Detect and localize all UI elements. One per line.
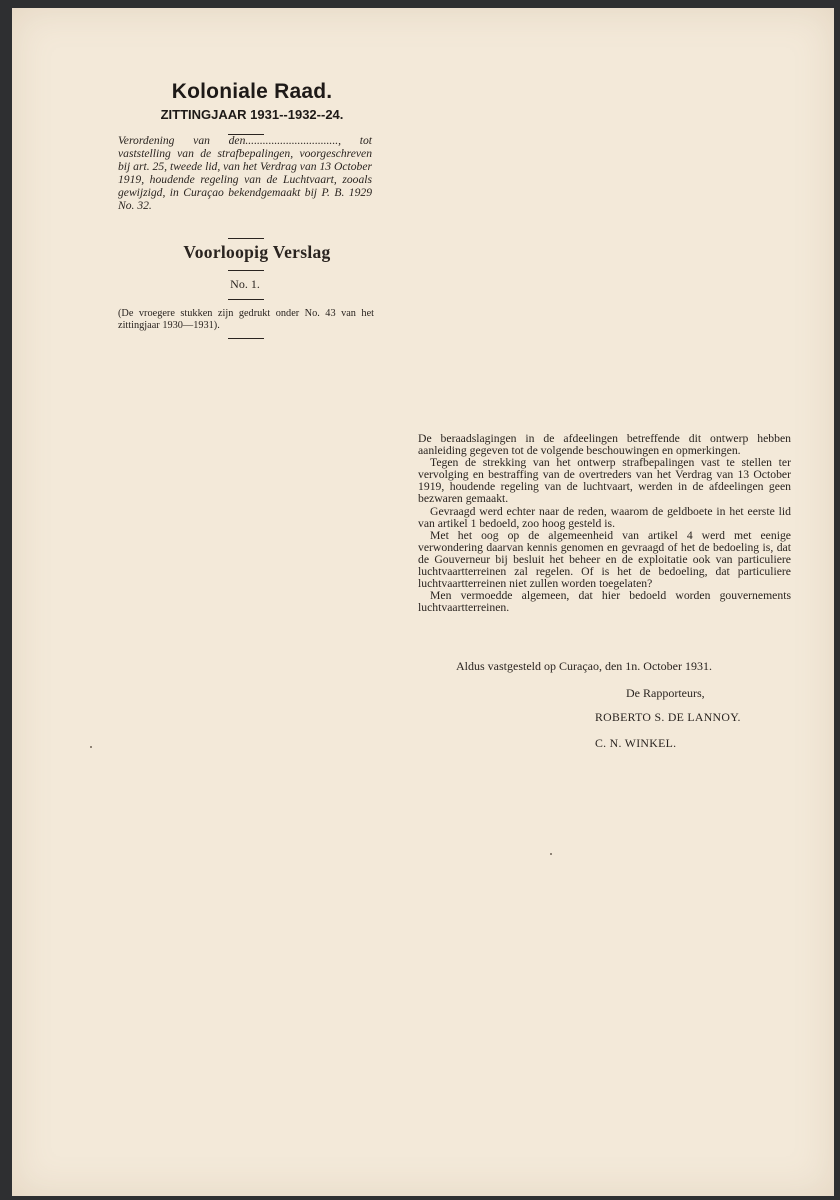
report-body [418,433,791,614]
session-year: ZITTINGJAAR 1931--1932--24. [160,107,344,122]
ordinance-subject: Verordening van den................................, tot vaststelling van de strafbepalingen, voorgeschreven bij art. 25, tweede lid, van het Verdrag van 13 October 1919, houdende regeling van de Luchtvaart, zooals gewijzigd, in Curaçao bekendgemaakt bij P. B. 1929 No. 32. [118,134,372,213]
council-title: Koloniale Raad. [171,80,333,103]
body-paragraph: Men vermoedde algemeen, dat hier bedoeld worden gouvernements luchtvaartterreinen. [418,589,791,615]
paper-speck [90,746,92,748]
body-paragraph: Met het oog op de algemeenheid van artikel 4 werd met eenige verwondering daarvan kennis genomen en gevraagd of het de bedoeling is, dat de Gouverneur bij besluit het beheer en de exploitatie ook van particuliere luchtvaartterreinen zal regelen. Of is het de bedoeling, dat particuliere luchtvaartterreinen niet zullen worden toegelaten? [418,528,791,591]
rapporteurs-label: De Rapporteurs, [626,686,705,700]
report-heading: Voorloopig Verslag [183,242,331,262]
body-paragraph: Gevraagd werd echter naar de reden, waarom de geldboete in het eerste lid van artikel 1 bedoeld, zoo hoog gesteld is. [418,504,791,530]
divider [228,299,264,300]
report-number: No. 1. [230,277,260,291]
divider [228,270,264,271]
earlier-documents-note: (De vroegere stukken zijn gedrukt onder No. 43 van het zittingjaar 1930—1931). [118,308,374,331]
signatory-name: C. N. WINKEL. [595,736,677,750]
divider [228,338,264,339]
closing-statement: Aldus vastgesteld op Curaçao, den 1n. October 1931. [456,659,712,673]
signatory-name: ROBERTO S. DE LANNOY. [595,710,741,724]
paper-speck [550,853,552,855]
divider [228,238,264,239]
body-paragraph: De beraadslagingen in de afdeelingen betreffende dit ontwerp hebben aanleiding gegeven tot de volgende beschouwingen en opmerkingen. [418,432,791,458]
body-paragraph: Tegen de strekking van het ontwerp strafbepalingen vast te stellen ter vervolging en bestraffing van de overtreders van het Verdrag van 13 October 1919, houdende regeling van de luchtvaart, werden in de afdeelingen geen bezwaren gemaakt. [418,456,791,506]
